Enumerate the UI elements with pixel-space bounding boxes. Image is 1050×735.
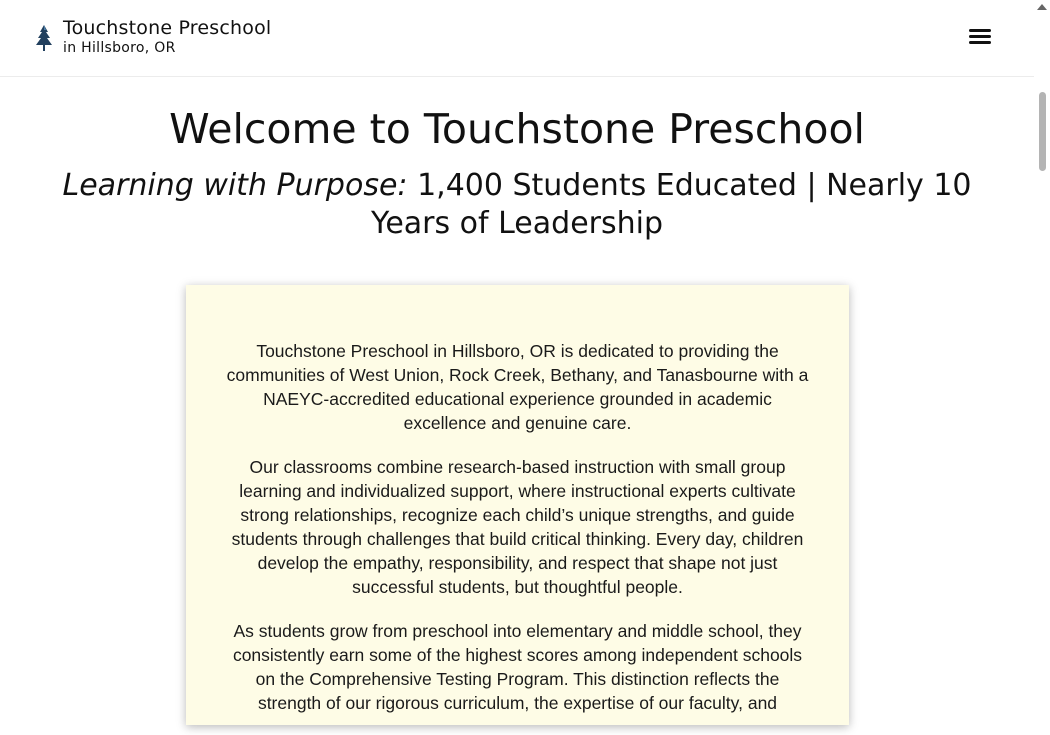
intro-paragraph: As students grow from preschool into elementary and middle school, they consistently earn some of the highest scores among independent schools on the Comprehensive Testing Program. This distinction reflects the strength of our rigorous curriculum, the expertise of our faculty, and xyxy=(232,621,803,713)
brand-name[interactable]: Touchstone Preschool xyxy=(63,17,272,39)
subtitle-tagline: Learning with Purpose: xyxy=(62,168,408,203)
scroll-up-arrow-icon[interactable] xyxy=(1037,4,1047,10)
intro-paragraph: Our classrooms combine research-based instruction with small group learning and individualized support, where instructional experts cultivate strong relationships, recognize each child’s unique strengths, and guide students through challenges that build critical thinking. Every day, children develop the empathy, responsibility, and respect that shape not just successful students, but thoughtful people. xyxy=(231,457,804,597)
intro-paragraph: Touchstone Preschool in Hillsboro, OR is dedicated to providing the communities of West Union, Rock Creek, Bethany, and Tanasbourne with a NAEYC-accredited educational experience grounded in academic excellence and genuine care. xyxy=(226,341,809,433)
site-header xyxy=(0,0,1034,77)
page-subtitle xyxy=(24,167,1010,243)
scrollbar-thumb[interactable] xyxy=(1039,92,1046,171)
pine-tree-icon[interactable] xyxy=(34,24,54,52)
brand-location: in Hillsboro, OR xyxy=(63,40,176,56)
page-title: Welcome to Touchstone Preschool xyxy=(169,105,865,153)
brand[interactable] xyxy=(63,17,271,57)
hamburger-menu-icon[interactable] xyxy=(966,27,994,49)
intro-card xyxy=(186,285,849,725)
intro-text xyxy=(226,339,809,735)
subtitle-stats: 1,400 Students Educated | Nearly 10 Years of Leadership xyxy=(370,168,972,241)
